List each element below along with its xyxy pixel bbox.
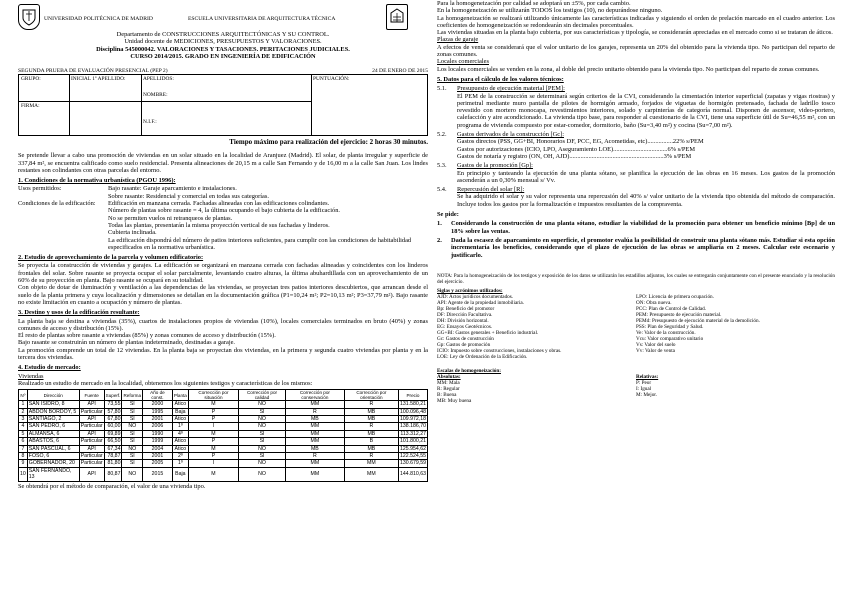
group-label: GRUPO: bbox=[21, 76, 41, 82]
table-cell: Ático bbox=[172, 416, 188, 423]
subsection-5-4-text: Se ha adquirido el solar y su valor representa una repercusión del 40% s/ valor unitario de la vivienda tipo obtenida del método de comparación. Incluye todos los gastos por la formalización e impuestos resultantes de la compraventa. bbox=[457, 193, 835, 208]
abbreviation-item: PEMd: Presupuesto de ejecución material de la demolición. bbox=[636, 317, 760, 324]
table-row bbox=[19, 438, 428, 445]
table-cell: Ático bbox=[172, 401, 188, 408]
abbreviation-item: Bp: Beneficio del promotor bbox=[437, 305, 495, 312]
table-cell: R bbox=[344, 453, 398, 460]
exam-bar bbox=[18, 68, 428, 75]
market-table bbox=[18, 389, 428, 481]
scale-item: R: Regular bbox=[437, 385, 460, 392]
section-3-p2: El resto de plantas sobre rasante a viviendas (85%) y zonas comunes de acceso y distribución (15%). bbox=[18, 332, 276, 340]
table-cell: MB bbox=[344, 430, 398, 437]
table-cell: 67,34 bbox=[104, 445, 122, 452]
table-row bbox=[19, 460, 428, 467]
table-cell: M bbox=[188, 401, 238, 408]
expense-line: Gastos de notaría y registro (ON, OH, AJD)...........................................................3% s/PEM bbox=[457, 152, 692, 160]
table-cell: SI bbox=[122, 408, 143, 415]
garage-title: Plazas de garaje bbox=[437, 36, 479, 44]
table-cell: Ático bbox=[172, 445, 188, 452]
section-2-p2: Con objeto de dotar de iluminación y ventilación a las dependencias de las viviendas, se proyectan tres patios interiores descubiertos, que arrancan desde el suelo de la planta primera y cuya localización y dimensiones se detallan en la documentación gráfica (P1=10,24 m²; P2=10,13 m²; P3=37,79 m²). Bajo rasante no existe limitación en cuanto a ocupación y número de plantas. bbox=[18, 284, 428, 306]
abbreviation-item: DH: División horizontal. bbox=[437, 317, 489, 324]
table-cell: 2006 bbox=[143, 423, 173, 430]
table-cell: 10 bbox=[19, 467, 28, 481]
build-line: Todas las plantas, presentarán la misma proyección vertical de sus fachadas y linderos. bbox=[108, 221, 330, 229]
build-line: No se permiten vuelos ni retranqueos de plantas. bbox=[108, 214, 233, 222]
left-column bbox=[18, 0, 428, 490]
table-row bbox=[19, 453, 428, 460]
table-cell: B bbox=[344, 438, 398, 445]
scale-item: P: Peor bbox=[636, 379, 652, 386]
abbreviation-item: DF: Dirección Facultativa. bbox=[437, 311, 493, 318]
table-cell: 7 bbox=[19, 445, 28, 452]
table-cell: R bbox=[344, 423, 398, 430]
section-5-title: 5. Datos para el cálculo de los valores técnicos: bbox=[437, 75, 564, 83]
upm-crest-icon bbox=[18, 4, 40, 30]
table-cell: MM bbox=[344, 467, 398, 481]
surnames-label: APELLIDOS: bbox=[143, 76, 174, 82]
table-cell: API bbox=[79, 430, 104, 437]
table-row bbox=[19, 408, 428, 415]
garage-paragraph: A efectos de venta se considerará que el valor unitario de los garajes, representa un 20% del obtenido para la vivienda tipo. No participan del reparto de zonas comunes. bbox=[437, 43, 835, 59]
right-r4: Las viviendas situadas en la planta bajo cubierta, por sus características y tipología, se considerarán apreciadas en el mercado como si se trataran de áticos. bbox=[437, 29, 833, 37]
table-cell: R bbox=[285, 408, 344, 415]
shops-title: Locales comerciales bbox=[437, 58, 489, 66]
right-column bbox=[437, 0, 835, 404]
table-row bbox=[19, 423, 428, 430]
subsection-5-2: 5.2. Gastos derivados de la construcción [Gc]: Gastos directos (PSS, GG+BI, Honorarios DF, PCC, EG, Acometidas, etc)................22% s/PEM Gastos por autorizaciones (ICIO, LPO, Aseguramiento LOE)..................................6% s/PEM Gastos de notaría y registro (ON, OH, AJD)...........................................................3% s/PEM bbox=[437, 131, 835, 160]
abbreviation-item: Gc: Gastos de construcción bbox=[437, 335, 494, 342]
table-cell: 113.312,27 bbox=[400, 430, 426, 437]
abbreviations-list bbox=[437, 294, 835, 360]
table-cell: 144.810,63 bbox=[398, 467, 427, 481]
table-cell: NO bbox=[122, 445, 143, 452]
th-location: Corrección por situación bbox=[188, 390, 238, 401]
abbreviations-right bbox=[636, 294, 835, 360]
question-1: 1. Considerando la construcción de una planta sótano, estudiar la viabilidad de la promoción para obtener un beneficio mínimo [Bp] de un 18% sobre las ventas. bbox=[437, 220, 835, 235]
th-address: Dirección bbox=[27, 390, 79, 401]
course-line: CURSO 2014/2015. GRADO EN INGENIERÍA DE EDIFICACIÓN bbox=[130, 52, 316, 60]
table-cell: 9 bbox=[19, 460, 28, 467]
abbreviations-left bbox=[437, 294, 636, 360]
table-header-row bbox=[19, 390, 428, 401]
table-cell: 8 bbox=[19, 453, 28, 460]
abbreviation-item: Gp: Gastos de promoción bbox=[437, 341, 491, 348]
table-cell: 109.972,18 bbox=[400, 416, 426, 423]
table-cell: 4º bbox=[172, 430, 188, 437]
subsection-5-3: 5.3. Gastos de la promoción [Gp]: En principio y tanteando la ejecución de una planta sótano, se planifica la ejecución de las obras en 16 meses. Los gastos de la promoción ascenderán a un 0,30% mensual s/ Vv. bbox=[437, 162, 835, 184]
table-cell: SI bbox=[122, 438, 143, 445]
abbreviation-item: LPO: Licencia de primera ocupación. bbox=[636, 293, 714, 300]
table-cell: SI bbox=[122, 453, 143, 460]
table-cell: Ático bbox=[172, 438, 188, 445]
table-cell: 131.580,21 bbox=[400, 401, 426, 408]
build-conditions-block bbox=[18, 200, 428, 251]
table-cell: MB bbox=[344, 445, 398, 452]
table-cell: 2001 bbox=[143, 416, 173, 423]
right-r3: La homogeneización se realizará utilizando únicamente las características indicadas y siguiendo el orden de prelación marcado en el cuadro anterior. Los coeficientes de homogeneización se redondearán sin decimales porcentuales. bbox=[437, 14, 835, 29]
table-cell: FOSO, 6 bbox=[27, 453, 79, 460]
table-cell: SAN PASCUAL, 6 bbox=[27, 445, 79, 452]
table-cell: MM bbox=[285, 430, 344, 437]
table-cell: SANTIAGO, 2 bbox=[27, 416, 79, 423]
table-cell: SAN PEDRO, 6 bbox=[27, 423, 79, 430]
document-header bbox=[18, 0, 428, 58]
table-cell: SI bbox=[122, 430, 143, 437]
absolute-scale-items bbox=[437, 380, 636, 404]
section-2-title: 2. Estudio de aprovechamiento de la parcela y volumen edificatorio: bbox=[18, 254, 204, 262]
th-quality: Corrección por calidad bbox=[239, 390, 286, 401]
abbreviation-item: PEM: Presupuesto de ejecución material. bbox=[636, 311, 722, 318]
scale-item: B: Buena bbox=[437, 391, 457, 398]
table-cell: 125.954,62 bbox=[400, 445, 426, 452]
table-cell: MM bbox=[285, 438, 344, 445]
subsection-5-1-title: Presupuesto de ejecución material [PEM]: bbox=[457, 85, 565, 93]
build-line: Cubierta inclinada. bbox=[108, 229, 157, 237]
table-cell: Particular bbox=[80, 460, 103, 467]
table-cell: 66,50 bbox=[104, 438, 122, 445]
scales-list bbox=[437, 374, 835, 404]
table-cell: Particular bbox=[80, 453, 103, 460]
th-area: Superf. bbox=[104, 390, 122, 401]
table-cell: 1999 bbox=[143, 438, 173, 445]
intro-paragraph: Se pretende llevar a cabo una promoción de viviendas en un solar situado en la localidad de Aranjuez (Madrid). El solar, de planta irregular y superficie de 337,84 m², se encuentra calificado como suelo residencial. Presenta alineaciones de 20,15 m a calle San Fernando y de 16,00 m a la calle San Juan. Los lindes restantes son colindantes con otras parcelas del entorno. bbox=[18, 152, 428, 174]
subsection-5-4: 5.4. Repercusión del solar [R]: Se ha adquirido el solar y su valor representa una repercusión del 40% s/ valor unitario de la vivienda tipo obtenida del método de comparación. Incluye todos los gastos por la formalización e impuestos resultantes de la compraventa. bbox=[437, 186, 835, 208]
exam-date: 24 DE ENERO DE 2015 bbox=[372, 68, 428, 74]
table-cell: SI bbox=[122, 401, 143, 408]
table-cell: P bbox=[188, 438, 238, 445]
table-cell: NO bbox=[239, 401, 286, 408]
table-cell: MB bbox=[344, 408, 398, 415]
table-cell: MM bbox=[344, 460, 398, 467]
th-floor: Planta bbox=[172, 390, 188, 401]
abbreviation-item: Vv: Valor de venta bbox=[636, 347, 675, 354]
table-cell: SAN FERNANDO, 13 bbox=[27, 467, 79, 481]
table-row bbox=[19, 467, 428, 481]
relative-scale-items bbox=[636, 380, 835, 398]
table-cell: NO bbox=[239, 467, 286, 481]
table-cell: R bbox=[344, 401, 398, 408]
table-cell: 4 bbox=[19, 423, 28, 430]
table-cell: 78,87 bbox=[104, 453, 122, 460]
table-cell: MM bbox=[285, 423, 344, 430]
abbreviation-item: PCC: Plan de Control de Calidad. bbox=[636, 305, 707, 312]
abbreviation-item: AJD: Actos jurídicos documentados. bbox=[437, 293, 514, 300]
table-cell: NO bbox=[122, 423, 143, 430]
table-cell: I bbox=[188, 460, 238, 467]
subsection-5-2-title: Gastos derivados de la construcción [Gc]: bbox=[457, 131, 565, 139]
section-3-p1: La planta baja se destina a viviendas (35%), cuartos de instalaciones propios de viviendas (10%), locales comerciales terminados en bruto (40%) y zonas comunes de acceso y distribución (15%). bbox=[18, 317, 428, 332]
section-4-subtitle: Viviendas bbox=[18, 372, 44, 380]
table-cell: 67,80 bbox=[104, 416, 122, 423]
table-row bbox=[19, 430, 428, 437]
th-orientation: Corrección por orientación bbox=[344, 390, 398, 401]
table-cell: Particular bbox=[80, 408, 103, 415]
table-cell: Particular bbox=[80, 423, 103, 430]
right-r2: En la homogeneización se utilizarán TODOS los testigos (10), no depurándose ninguno. bbox=[437, 7, 663, 15]
table-cell: 60,00 bbox=[104, 423, 122, 430]
th-reform: Reforma bbox=[122, 390, 143, 401]
uses-value-1: Bajo rasante: Garaje aparcamiento e instalaciones. bbox=[108, 185, 237, 193]
abbreviation-item: LOE: Ley de Ordenación de la Edificación. bbox=[437, 353, 528, 360]
table-cell: API bbox=[79, 401, 104, 408]
table-cell: 5 bbox=[19, 430, 28, 437]
table-cell: SI bbox=[239, 408, 286, 415]
table-cell: 57,80 bbox=[104, 408, 122, 415]
table-cell: SI bbox=[239, 430, 286, 437]
name-label: NOMBRE: bbox=[143, 92, 168, 98]
table-cell: MM bbox=[285, 460, 344, 467]
scale-item: M: Mejor. bbox=[636, 391, 658, 398]
table-cell: 138.186,70 bbox=[400, 423, 426, 430]
table-cell: 2º bbox=[172, 453, 188, 460]
subsection-5-3-text: En principio y tanteando la ejecución de una planta sótano, se planifica la ejecución de las obras en 16 meses. Los gastos de la promoción ascenderán a un 0,30% mensual s/ Vv. bbox=[457, 169, 835, 184]
table-cell: MB bbox=[285, 416, 344, 423]
subject-line: Disciplina 545000042. VALORACIONES Y TASACIONES. PERITACIONES JUDICIALES. bbox=[96, 45, 350, 53]
table-row bbox=[19, 416, 428, 423]
table-cell: MM bbox=[285, 401, 344, 408]
nif-label: N.I.F.: bbox=[143, 119, 157, 125]
table-cell: 6 bbox=[19, 438, 28, 445]
question-1-text: Considerando la construcción de una planta sótano, estudiar la viabilidad de la promoción para obtener un beneficio mínimo [Bp] de un 18% sobre las ventas. bbox=[451, 220, 835, 235]
table-cell: API bbox=[79, 467, 104, 481]
school-crest-icon bbox=[386, 4, 408, 30]
build-line: Número de plantas sobre rasante = 4, la última ocupando el bajo cubierta de la edificación. bbox=[108, 207, 340, 215]
abbreviation-item: EG: Ensayos Geotécnicos. bbox=[437, 323, 493, 330]
note-text: NOTA: Para la homogeneización de los testigos y exposición de los datos se utilizarán los estadillos adjuntos, los cuales se entregarán conjuntamente con el presente enunciado y la resolución del ejercicio. bbox=[437, 272, 835, 285]
table-cell: P bbox=[188, 453, 238, 460]
section-4-title: 4. Estudio de mercado: bbox=[18, 364, 81, 372]
table-cell: M bbox=[188, 445, 238, 452]
table-cell: 2 bbox=[19, 408, 28, 415]
student-form bbox=[18, 75, 428, 136]
abbreviations-title: Siglas y acrónimos utilizados: bbox=[437, 287, 503, 294]
table-cell: ABASTOS, 6 bbox=[27, 438, 79, 445]
table-cell: 2000 bbox=[143, 401, 173, 408]
th-price: Precio bbox=[398, 390, 427, 401]
expense-line: Gastos por autorizaciones (ICIO, LPO, Aseguramiento LOE)..................................6% s/PEM bbox=[457, 145, 696, 153]
table-cell: 100.096,48 bbox=[400, 408, 426, 415]
abbreviation-item: API: Agente de la propiedad inmobiliaria. bbox=[437, 299, 525, 306]
section-3-p4: La promoción comprende un total de 12 viviendas. En la planta baja se proyectan dos viviendas, en la primera y segunda cuatro viviendas por planta y en la tercera dos viviendas. bbox=[18, 346, 428, 362]
scale-item: MB: Muy buena bbox=[437, 397, 472, 404]
table-cell: 2001 bbox=[143, 453, 173, 460]
build-line: Edificación en manzana cerrada. Fachadas alineadas con las edificaciones colindantes. bbox=[108, 200, 330, 208]
table-cell: NO bbox=[239, 423, 286, 430]
table-cell: MM bbox=[285, 467, 344, 481]
table-cell: P bbox=[188, 408, 238, 415]
table-cell: SI bbox=[239, 438, 286, 445]
table-cell: NO bbox=[239, 445, 286, 452]
unit-line: Unidad docente de MEDICIONES, PRESUPUESTOS Y VALORACIONES. bbox=[124, 38, 322, 46]
abbreviation-item: ICIO: Impuesto sobre construcciones, instalaciones y obras. bbox=[437, 347, 562, 354]
table-cell: 1990 bbox=[143, 430, 173, 437]
table-cell: API bbox=[79, 416, 104, 423]
table-body bbox=[19, 401, 428, 481]
exam-title: SEGUNDA PRUEBA DE EVALUACIÓN PRESENCIAL (PEP 2) bbox=[18, 68, 168, 74]
th-year: Año de const. bbox=[143, 390, 173, 401]
signature-label: FIRMA: bbox=[21, 103, 40, 109]
table-cell: ABDON BORDOY, 5 bbox=[27, 408, 79, 415]
section-1-title: 1. Condiciones de la normativa urbanística (PGOU 1996): bbox=[18, 177, 176, 185]
initial-label: INICIAL 1º APELLIDO: bbox=[71, 76, 126, 82]
table-cell: 81,80 bbox=[104, 460, 122, 467]
relative-scale-title: Relativas: bbox=[636, 373, 659, 380]
table-cell: SI bbox=[239, 453, 286, 460]
abbreviation-item: Ve: Valor de la construcción. bbox=[636, 329, 696, 336]
table-cell: API bbox=[79, 445, 104, 452]
section-2-p1: Se proyecta la construcción de viviendas y garajes. La edificación se organizará en manzana cerrada con fachadas alineadas y coincidentes con los linderos frontales del solar. Sobre rasante se proyecta ocupar el solar parcialmente, levantando cuatro alturas, la última abuhardillada con un aprovechamiento de un 60% de su proyección en planta. Bajo rasante se ocupará en su totalidad. bbox=[18, 262, 428, 285]
uses-value-2: Sobre rasante: Residencial y comercial en todas sus categorías. bbox=[108, 192, 269, 200]
table-cell: 1º bbox=[172, 460, 188, 467]
table-cell: Baja bbox=[172, 467, 188, 481]
table-row bbox=[19, 445, 428, 452]
table-cell: Baja bbox=[172, 408, 188, 415]
table-cell: 1995 bbox=[143, 408, 173, 415]
questions-title: Se pide: bbox=[437, 211, 459, 219]
school-name: ESCUELA UNIVERSITARIA DE ARQUITECTURA TÉCNICA bbox=[188, 16, 336, 22]
table-cell: 101.800,21 bbox=[400, 438, 426, 445]
th-conservation: Corrección por conservación bbox=[285, 390, 344, 401]
section-3-title: 3. Destino y usos de la edificación resultante: bbox=[18, 309, 140, 317]
table-cell: 3 bbox=[19, 416, 28, 423]
right-r1: Para la homogeneización por calidad se adoptará un ±5%, por cada cambio. bbox=[437, 0, 631, 7]
table-cell: 1 bbox=[19, 401, 28, 408]
section-4-p1: Realizado un estudio de mercado en la localidad, obtenemos los siguientes testigos y características de los mismos: bbox=[18, 379, 313, 387]
table-cell: SI bbox=[122, 460, 143, 467]
abbreviation-item: GG+BI: Gastos generales + Beneficio industrial. bbox=[437, 329, 539, 336]
table-cell: 69,89 bbox=[104, 430, 122, 437]
expense-line: Gastos directos (PSS, GG+BI, Honorarios DF, PCC, EG, Acometidas, etc)................22% s/PEM bbox=[457, 138, 704, 146]
build-line: La edificación dispondrá del número de patios interiores suficientes, para cumplir con las condiciones de habitabilidad especificados en la normativa urbanística. bbox=[108, 236, 412, 251]
question-2-text: Dada la escasez de aparcamiento en superficie, el promotor evalúa la posibilidad de construir una planta sótano más. Estudiar si esta opción incrementaría los beneficios, considerando que el plazo de ejecución de las obras se ampliaría en 2 meses. Calcular este escenario y justificarlo. bbox=[451, 236, 835, 259]
score-label: PUNTUACIÓN: bbox=[313, 76, 350, 82]
th-source: Fuente bbox=[79, 390, 104, 401]
uses-block bbox=[18, 185, 428, 200]
table-cell: NO bbox=[239, 460, 286, 467]
time-limit: Tiempo máximo para realización del ejercicio: 2 horas 30 minutos. bbox=[229, 138, 428, 146]
abbreviation-item: Vcu: Valor comparativo unitario bbox=[636, 335, 704, 342]
university-name: UNIVERSIDAD POLITÉCNICA DE MADRID bbox=[44, 16, 153, 22]
subsection-5-1-text: El PEM de la construcción se determinará según criterios de la CVI, considerando la cimentación interior superficial (zapatas y vigas riostras) y perimetral mediante muro pantalla de pilotes de hormigón armado, forjados de viguetas de hormigón pretensado, fachada de ladrillo tosco revestido con mortero monocapa, revestimientos interiores, solado y carpinterías de categoría normal. Disponen de ascensor, video-portero, calefacción y aire acondicionado. La vivienda tipo base, para responder al cuestionario de la CVI, tiene una superficie útil de Su=46,55 m², con un programa de vivienda compuesto por estar-comedor, dormitorio, baño (Su=3,40 m²) y cocina (Su=7,00 m²). bbox=[457, 92, 835, 129]
table-cell: NO bbox=[122, 467, 143, 481]
table-cell: 2005 bbox=[143, 460, 173, 467]
scale-item: MM: Mala bbox=[437, 379, 460, 386]
table-cell: 80,87 bbox=[104, 467, 122, 481]
table-cell: I bbox=[188, 423, 238, 430]
table-row bbox=[19, 401, 428, 408]
section-3-p3: Bajo rasante se construirán un número de plantas indeterminado, destinadas a garaje. bbox=[18, 339, 236, 347]
table-cell: GOBERNADOR, 20 bbox=[27, 460, 79, 467]
th-n: Nº bbox=[19, 390, 28, 401]
table-cell: MB bbox=[344, 416, 398, 423]
abbreviation-item: Vs: Valor del suelo bbox=[636, 341, 676, 348]
scale-item: I: Igual bbox=[636, 385, 652, 392]
table-cell: 1º bbox=[172, 423, 188, 430]
table-cell: Particular bbox=[80, 438, 103, 445]
subsection-5-4-title: Repercusión del solar [R]: bbox=[457, 186, 525, 194]
abbreviation-item: PSS: Plan de Seguridad y Salud. bbox=[636, 323, 704, 330]
table-cell: 2015 bbox=[143, 467, 173, 481]
table-cell: SAN ISIDRO, 8 bbox=[27, 401, 79, 408]
build-key: Condiciones de la edificación: bbox=[18, 200, 96, 208]
abbreviation-item: ON: Obra nueva. bbox=[636, 299, 672, 306]
table-cell: P bbox=[188, 416, 238, 423]
subsection-5-3-title: Gastos de la promoción [Gp]: bbox=[457, 162, 533, 170]
table-cell: NO bbox=[239, 416, 286, 423]
subsection-5-1: 5.1. Presupuesto de ejecución material [PEM]: El PEM de la construcción se determinará según criterios de la CVI, considerando la cimentación interior superficial (zapatas y vigas riostras) y perimetral mediante muro pantalla de pilotes de hormigón armado, forjados de viguetas de hormigón pretensado, fachada de ladrillo tosco revestido con mortero monocapa, revestimientos interiores, solado y carpinterías de categoría normal. Disponen de ascensor, video-portero, calefacción y aire acondicionado. La vivienda tipo base, para responder al cuestionario de la CVI, tiene una superficie útil de Su=46,55 m², con un programa de vivienda compuesto por estar-comedor, dormitorio, baño (Su=3,40 m²) y cocina (Su=7,00 m²). bbox=[437, 85, 835, 129]
table-cell: SI bbox=[122, 416, 143, 423]
table-cell: M bbox=[188, 467, 238, 481]
department-line: Departamento de CONSTRUCCIONES ARQUITECTÓNICAS Y SU CONTROL. bbox=[116, 31, 330, 38]
table-cell: 73,55 bbox=[104, 401, 122, 408]
department-block bbox=[18, 31, 428, 60]
scales-title: Escalas de homogeneización: bbox=[437, 367, 501, 374]
shops-paragraph: Los locales comerciales se venden en la zona, al doble del precio unitario obtenido para la vivienda tipo. No participan del reparto de zonas comunes. bbox=[437, 65, 820, 73]
table-cell: R bbox=[285, 453, 344, 460]
table-cell: 122.524,55 bbox=[400, 453, 426, 460]
section-4-after: Se obtendrá por el método de comparación, el valor de una vivienda tipo. bbox=[18, 482, 206, 490]
table-cell: M bbox=[188, 430, 238, 437]
table-cell: ALMANSA, 6 bbox=[27, 430, 79, 437]
uses-key: Usos permitidos: bbox=[18, 185, 62, 193]
question-2: 2. Dada la escasez de aparcamiento en superficie, el promotor evalúa la posibilidad de construir una planta sótano más. Estudiar si esta opción incrementaría los beneficios, considerando que el plazo de ejecución de las obras se ampliaría en 2 meses. Calcular este escenario y justificarlo. bbox=[437, 236, 835, 259]
table-cell: 130.679,59 bbox=[400, 460, 426, 467]
table-cell: MB bbox=[285, 445, 344, 452]
table-cell: 2004 bbox=[143, 445, 173, 452]
absolute-scale-title: Absolutas: bbox=[437, 373, 461, 380]
